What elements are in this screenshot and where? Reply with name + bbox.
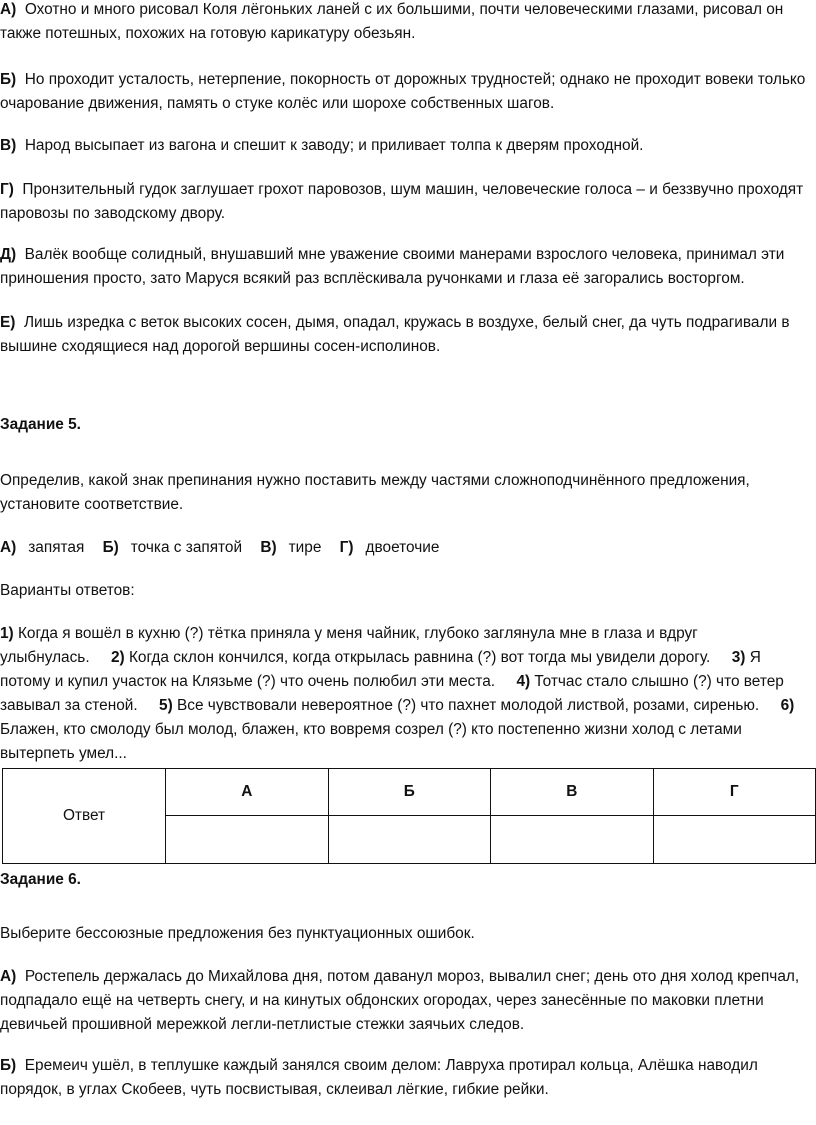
item-text: Охотно и много рисовал Коля лёгоньких ланей с их большими, почти человеческими глазами, рисовал он также потешных, похожих на готовую карикатуру обезьян. (0, 1, 784, 42)
sentence-text: Все чувствовали невероятное (?) что пахнет молодой листвой, розами, сиренью. (177, 697, 760, 714)
answer-cell[interactable] (491, 816, 654, 864)
option-letter: Б) (102, 539, 119, 556)
item-text: Ростепель держалась до Михайлова дня, потом даванул мороз, вывалил снег; день ото дня холод крепчал, подпадало ещё на четверть снегу, и на кинутых обдонских огородах, через занесённые по маковки плетни девичьей прошивной мережкой легли-петлистые стежки заячьих следов. (0, 968, 800, 1033)
sentence-number: 6) (780, 697, 795, 714)
answer-column-header: Б (328, 769, 491, 816)
item-letter: А) (0, 1, 17, 18)
item-text: Еремеич ушёл, в теплушке каждый занялся своим делом: Лавруха протирал кольца, Алёшка наводил порядок, в углах Скобеев, чуть посвистывая, склеивал лёгкие, гибкие рейки. (0, 1057, 758, 1098)
option-letter: А) (0, 539, 17, 556)
item-letter: Б) (0, 71, 17, 88)
option-letter: Г) (339, 539, 354, 556)
sentence-number: 2) (111, 649, 125, 666)
item-text: Пронзительный гудок заглушает грохот паровозов, шум машин, человеческие голоса – и беззвучно проходят паровозы по заводскому двору. (0, 181, 804, 222)
option-text: точка с запятой (130, 539, 243, 556)
list-item (0, 965, 812, 1037)
item-letter: Г) (0, 181, 14, 198)
answer-row-label: Ответ (3, 769, 166, 864)
variants-label: Варианты ответов: (0, 582, 135, 599)
sentence-number: 3) (731, 649, 746, 666)
option-letter: В) (260, 539, 277, 556)
list-item (0, 0, 812, 46)
sentence-text: Когда склон кончился, когда открылась равнина (?) вот тогда мы увидели дорогу. (128, 649, 711, 666)
sentence-number: 5) (159, 697, 173, 714)
item-text: Но проходит усталость, нетерпение, покорность от дорожных трудностей; однако не проходит вовеки только очарование движения, память о стуке колёс или шорохе собственных шагов. (0, 71, 806, 112)
option-text: двоеточие (365, 539, 440, 556)
answer-table (2, 768, 816, 864)
option-text: тире (288, 539, 322, 556)
answer-column-header: В (491, 769, 654, 816)
sentence-text: Я потому и купил участок на Клязьме (?) что очень полюбил эти места. (0, 649, 761, 690)
item-letter: А) (0, 968, 17, 985)
task-5-title: Задание 5. (0, 416, 81, 433)
sentence-text: Блажен, кто смолоду был молод, блажен, кто вовремя созрел (?) кто постепенно жизни холод с летами вытерпеть умел... (0, 721, 742, 762)
list-item (0, 178, 812, 226)
option-text: запятая (28, 539, 85, 556)
sentence-number: 4) (516, 673, 531, 690)
item-text: Лишь изредка с веток высоких сосен, дымя, опадал, кружась в воздухе, белый снег, да чуть подрагивали в вышине сходящиеся над дорогой вершины сосен-исполинов. (0, 314, 790, 355)
item-letter: Е) (0, 314, 16, 331)
task-5-sentences (0, 622, 808, 766)
answer-column-header: Г (653, 769, 816, 816)
list-item (0, 243, 812, 291)
answer-column-header: А (166, 769, 329, 816)
item-letter: Б) (0, 1057, 17, 1074)
item-letter: Д) (0, 246, 17, 263)
list-item (0, 1054, 812, 1102)
sentence-text: Тотчас стало слышно (?) что ветер завывал за стеной. (0, 673, 784, 714)
item-text: Народ высыпает из вагона и спешит к заводу; и приливает толпа к дверям проходной. (24, 137, 644, 154)
list-item (0, 134, 812, 158)
sentence-number: 1) (0, 625, 14, 642)
item-text: Валёк вообще солидный, внушавший мне уважение своими манерами взрослого человека, принимал эти приношения просто, зато Маруся всякий раз всплёскивала ручонками и глаза её загорались восторгом. (0, 246, 785, 287)
item-letter: В) (0, 137, 17, 154)
answer-cell[interactable] (328, 816, 491, 864)
list-item (0, 311, 812, 359)
sentence-text: Когда я вошёл в кухню (?) тётка приняла у меня чайник, глубоко заглянула мне в глаза и вдруг улыбнулась. (0, 625, 698, 666)
answer-options (0, 536, 812, 560)
answer-cell[interactable] (653, 816, 816, 864)
task-6-title: Задание 6. (0, 871, 81, 888)
task-5-instruction: Определив, какой знак препинания нужно поставить между частями сложноподчинённого предложения, установите соответствие. (0, 472, 750, 513)
list-item (0, 68, 812, 116)
task-6-instruction: Выберите бессоюзные предложения без пунктуационных ошибок. (0, 925, 475, 942)
answer-cell[interactable] (166, 816, 329, 864)
